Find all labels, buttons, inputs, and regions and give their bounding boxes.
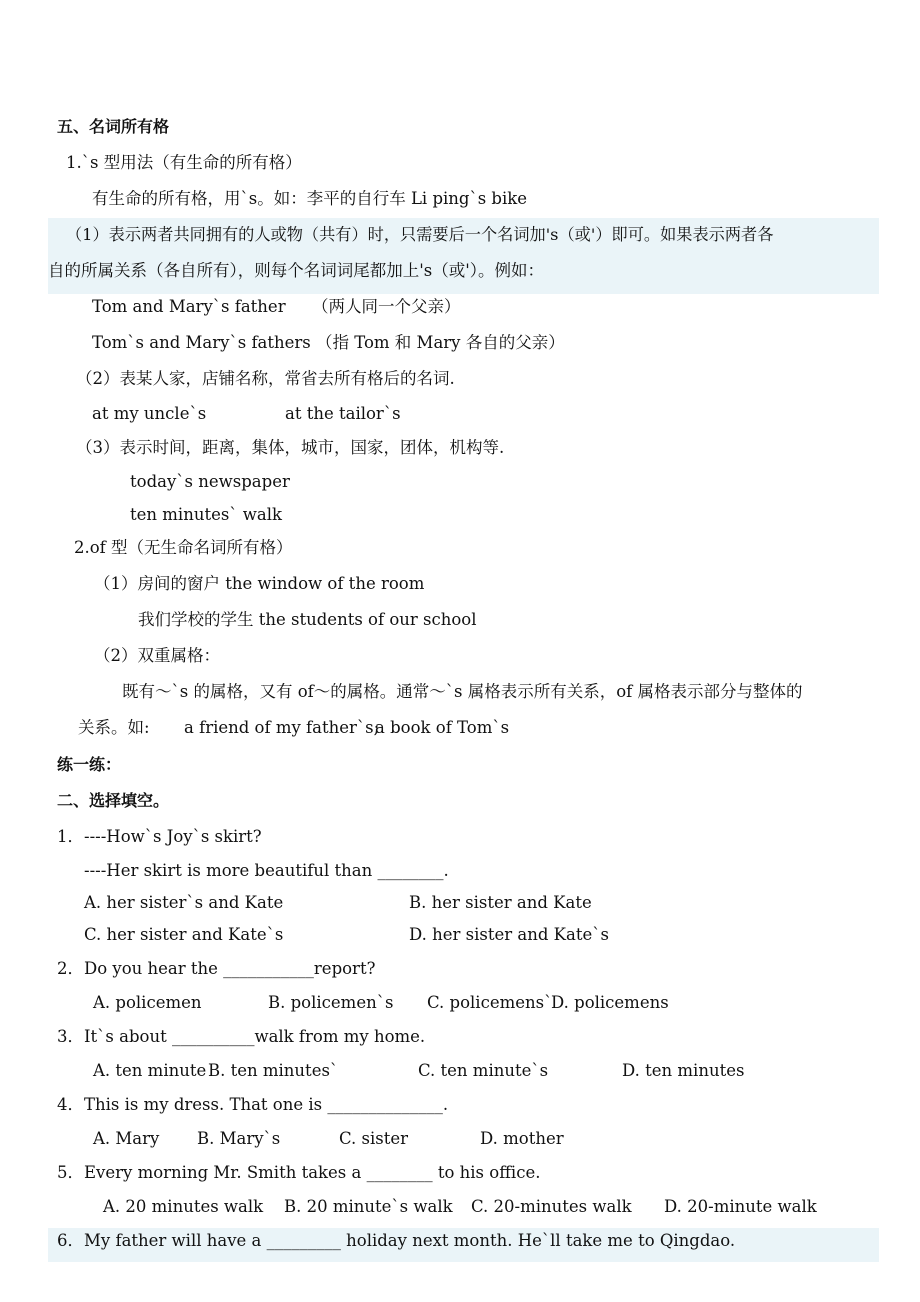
example-line: today`s newspaper — [130, 472, 290, 491]
option-d[interactable]: D. mother — [480, 1129, 564, 1148]
of-type-rule2-line2a: 关系。如: — [78, 718, 150, 737]
option-b[interactable]: B. 20 minute`s walk — [284, 1197, 453, 1216]
s-type-rule3: （3）表示时间，距离，集体，城市，国家，团体，机构等. — [76, 438, 505, 457]
option-d[interactable]: D. 20-minute walk — [664, 1197, 817, 1216]
question-number: 4． — [57, 1095, 84, 1114]
option-a[interactable]: A. ten minute — [93, 1061, 207, 1080]
example-line: ten minutes` walk — [130, 505, 283, 524]
option-c[interactable]: C. sister — [339, 1129, 409, 1148]
s-type-rule1-line2: 自的所属关系（各自所有），则每个名词词尾都加上's（或'）。例如： — [48, 261, 545, 280]
s-type-rule1-line1: （1）表示两者共同拥有的人或物（共有）时，只需要后一个名词加's（或'）即可。如果表示两者各 — [66, 225, 774, 244]
s-type-rule2: （2）表某人家，店铺名称，常省去所有格后的名词. — [76, 369, 455, 388]
of-type-rule1: （1）房间的窗户 the window of the room — [94, 574, 425, 593]
example-line: a friend of my father`s; — [184, 718, 380, 737]
question-stem: ----Her skirt is more beautiful than ________. — [84, 861, 449, 880]
example-note: （两人同一个父亲） — [312, 297, 461, 316]
example-line: a book of Tom`s — [375, 718, 510, 737]
of-type-heading: 2.of 型（无生命名词所有格） — [74, 538, 293, 557]
of-type-rule1b: 我们学校的学生 the students of our school — [138, 610, 477, 629]
option-c[interactable]: C. ten minute`s — [418, 1061, 549, 1080]
option-a[interactable]: A. Mary — [93, 1129, 160, 1148]
of-type-rule2: （2）双重属格： — [94, 646, 220, 665]
section-title: 五、名词所有格 — [57, 117, 170, 136]
s-type-intro: 有生命的所有格，用`s。如：李平的自行车 Li ping`s bike — [92, 189, 528, 208]
question-number: 6． — [57, 1231, 84, 1250]
exercise-title: 二、选择填空。 — [57, 791, 170, 810]
option-b[interactable]: B. her sister and Kate — [409, 893, 592, 912]
option-a[interactable]: A. policemen — [93, 993, 202, 1012]
question-stem: My father will have a _________ holiday next month. He`ll take me to Qingdao. — [84, 1231, 736, 1250]
of-type-rule2-line1: 既有～`s 的属格，又有 of～的属格。通常～`s 属格表示所有关系，of 属格表示部分与整体的 — [122, 682, 803, 701]
option-b[interactable]: B. Mary`s — [197, 1129, 281, 1148]
example-line: Tom`s and Mary`s fathers （指 Tom 和 Mary 各自的父亲） — [92, 333, 565, 352]
question-stem: This is my dress. That one is ______________. — [84, 1095, 449, 1114]
s-type-heading: 1.`s 型用法（有生命的所有格） — [66, 153, 302, 172]
question-number: 2． — [57, 959, 84, 978]
question-number: 5． — [57, 1163, 84, 1182]
option-c[interactable]: C. policemens` — [427, 993, 553, 1012]
question-number: 3． — [57, 1027, 84, 1046]
example-line: at my uncle`s — [92, 404, 207, 423]
option-d[interactable]: D. ten minutes — [622, 1061, 745, 1080]
example-line: at the tailor`s — [285, 404, 401, 423]
option-a[interactable]: A. 20 minutes walk — [103, 1197, 264, 1216]
option-d[interactable]: D. policemens — [551, 993, 669, 1012]
question-stem: It`s about __________walk from my home. — [84, 1027, 426, 1046]
option-c[interactable]: C. her sister and Kate`s — [84, 925, 284, 944]
question-stem: Do you hear the ___________report? — [84, 959, 376, 978]
option-b[interactable]: B. policemen`s — [268, 993, 394, 1012]
question-number: 1． — [57, 827, 84, 846]
option-a[interactable]: A. her sister`s and Kate — [84, 893, 284, 912]
option-b[interactable]: B. ten minutes` — [208, 1061, 339, 1080]
option-d[interactable]: D. her sister and Kate`s — [409, 925, 609, 944]
example-line: Tom and Mary`s father — [92, 297, 286, 316]
practice-title: 练一练： — [57, 755, 122, 774]
question-stem: ----How`s Joy`s skirt? — [84, 827, 262, 846]
option-c[interactable]: C. 20-minutes walk — [471, 1197, 632, 1216]
question-stem: Every morning Mr. Smith takes a ________ to his office. — [84, 1163, 541, 1182]
